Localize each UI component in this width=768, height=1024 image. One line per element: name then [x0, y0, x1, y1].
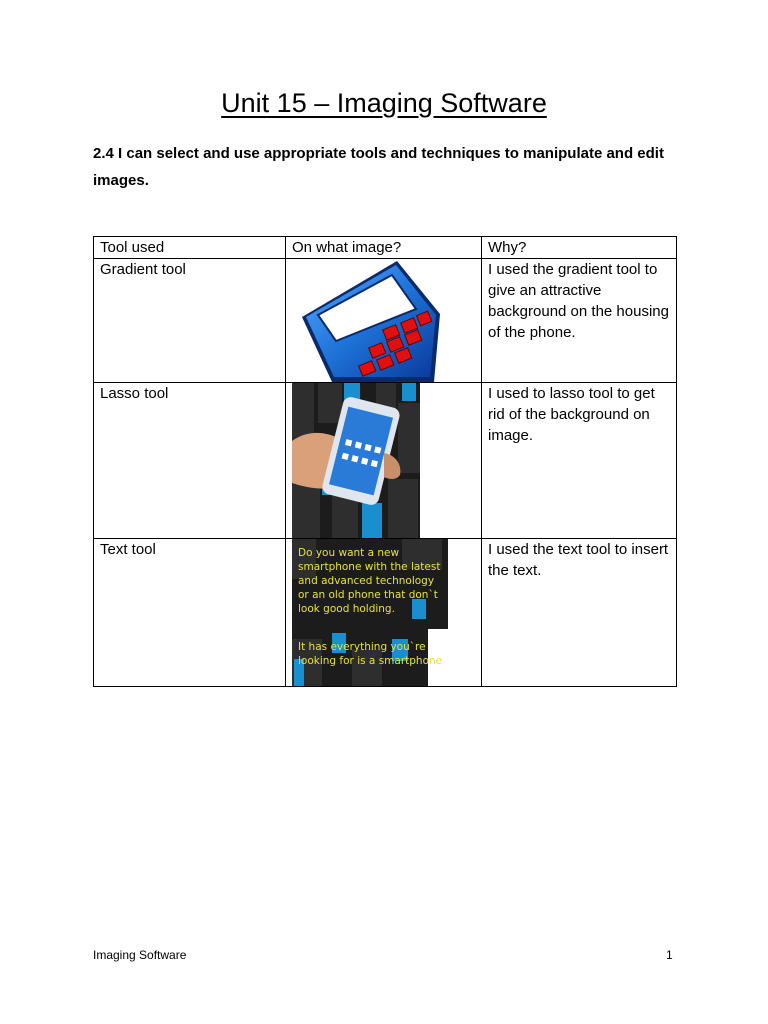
header-tool-used: Tool used: [94, 237, 286, 259]
image-cell: [286, 259, 482, 383]
table-row: [94, 539, 677, 687]
table-row: [94, 383, 677, 539]
header-on-what-image: On what image?: [286, 237, 482, 259]
tool-name: Lasso tool: [94, 383, 286, 539]
footer-title: Imaging Software: [93, 948, 187, 962]
why-text: I used to lasso tool to get rid of the background on image.: [482, 383, 677, 539]
advert-line: or an old phone that don`t: [298, 589, 438, 601]
table-header-row: [94, 237, 677, 259]
why-text: I used the gradient tool to give an attractive background on the housing of the phone.: [482, 259, 677, 383]
advert-line: and advanced technology: [298, 575, 435, 587]
advert-text-image: [292, 539, 448, 686]
tool-name: Gradient tool: [94, 259, 286, 383]
image-cell: [286, 539, 482, 687]
hand-holding-smartphone-photo: [292, 383, 420, 538]
page-number: 1: [666, 948, 673, 962]
page-title: Unit 15 – Imaging Software: [221, 88, 547, 118]
advert-line: Do you want a new: [298, 547, 400, 559]
tools-table: [93, 236, 677, 687]
header-why: Why?: [482, 237, 677, 259]
phone-gradient-icon: [292, 259, 442, 382]
tool-name: Text tool: [94, 539, 286, 687]
why-text: I used the text tool to insert the text.: [482, 539, 677, 687]
image-cell: [286, 383, 482, 539]
advert-line: looking for is a smartphone: [298, 655, 443, 667]
advert-line: smartphone with the latest: [298, 561, 441, 573]
table-row: [94, 259, 677, 383]
criterion-heading: 2.4 I can select and use appropriate tools and techniques to manipulate and edit images.: [93, 145, 664, 189]
advert-line: It has everything you`re: [298, 641, 426, 653]
advert-line: look good holding.: [298, 603, 395, 615]
